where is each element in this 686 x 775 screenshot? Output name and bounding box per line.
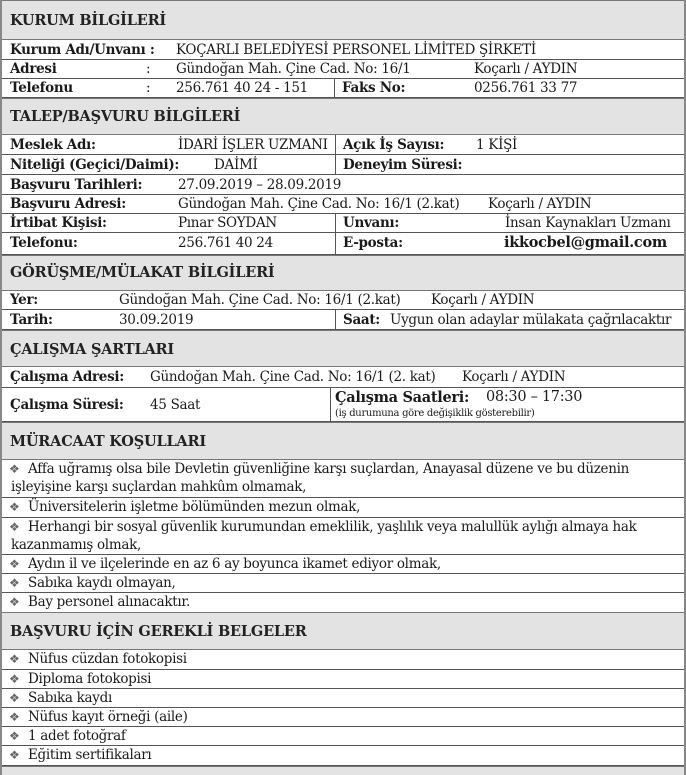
row-basvuru-tarih (2, 175, 684, 195)
colon: : (146, 80, 151, 96)
bullet-icon: ❖ (9, 520, 20, 534)
label: Açık İş Sayısı: (343, 137, 445, 153)
list-item (2, 650, 684, 670)
label: Yer: (10, 292, 38, 308)
bullet-icon: ❖ (9, 710, 20, 724)
section-title: BAŞVURU İÇİN GEREKLİ BELGELER (10, 623, 307, 640)
row-kurum-phone (2, 79, 684, 98)
value: Gündoğan Mah. Çine Cad. No: 16/1 (2.kat) (119, 292, 401, 308)
label: E-posta: (343, 235, 403, 251)
label: Niteliği (Geçici/Daimi): (10, 157, 180, 173)
section-header-belgeler (2, 612, 684, 650)
note: (iş durumuna göre değişiklik gösterebilir) (335, 408, 535, 419)
list-item (2, 708, 684, 727)
value: 45 Saat (150, 397, 201, 413)
item-text: Nüfus cüzdan fotokopisi (28, 651, 187, 667)
fax-label: Faks No: (342, 80, 406, 96)
bullet-icon: ❖ (9, 500, 20, 514)
bullet-icon: ❖ (9, 672, 20, 686)
item-text: Sabıka kaydı olmayan, (28, 575, 176, 591)
label: Çalışma Süresi: (10, 397, 124, 413)
divider (335, 214, 336, 232)
value: KOÇARLI BELEDİYESİ PERSONEL LİMİTED ŞİRKETİ (176, 42, 536, 58)
row-basvuru-adres (2, 195, 684, 214)
item-text: Herhangi bir sosyal güvenlik kurumundan emeklilik, yaşlılık veya malullük aylığı almaya hak (28, 519, 637, 535)
label: Telefonu (10, 80, 73, 96)
row-telefon (2, 233, 684, 255)
item-text: 1 adet fotoğraf (28, 728, 126, 744)
value: 08:30 – 17:30 (486, 389, 583, 405)
label: Saat: (343, 312, 380, 328)
section-header-talep (2, 98, 684, 135)
list-item (2, 518, 684, 555)
row-yer (2, 291, 684, 310)
divider (335, 310, 336, 329)
divider (330, 388, 331, 421)
value: İDARİ İŞLER UZMANI (178, 137, 328, 153)
section-header-muracaat (2, 422, 684, 460)
list-item (2, 460, 684, 498)
list-item (2, 689, 684, 708)
divider (335, 233, 336, 254)
row-kurum-name (2, 40, 684, 60)
value: 256.761 40 24 (178, 235, 273, 251)
section-header-gorusme (2, 255, 684, 291)
value: Pınar SOYDAN (178, 215, 277, 231)
label: Tarih: (10, 312, 53, 328)
fax-value: 0256.761 33 77 (474, 80, 578, 96)
value: Gündoğan Mah. Çine Cad. No: 16/1 (176, 61, 411, 77)
value: 1 KİŞİ (476, 137, 518, 153)
list-item (2, 727, 684, 746)
divider (334, 79, 335, 97)
bullet-icon: ❖ (9, 748, 20, 762)
label: Adresi (10, 61, 57, 77)
value: Gündoğan Mah. Çine Cad. No: 16/1 (2. kat) (150, 369, 436, 385)
item-text: Diploma fotokopisi (28, 671, 152, 687)
label: Çalışma Saatleri: (335, 389, 469, 406)
item-text-cont: kazanmamış olmak, (11, 537, 141, 553)
section-title: ÇALIŞMA ŞARTLARI (10, 341, 174, 358)
row-kurum-address (2, 60, 684, 79)
value: 30.09.2019 (119, 312, 194, 328)
label: Deneyim Süresi: (343, 157, 463, 173)
bullet-icon: ❖ (9, 557, 20, 571)
value: İnsan Kaynakları Uzmanı (505, 215, 671, 231)
section-title: KURUM BİLGİLERİ (10, 12, 167, 29)
item-text: Sabıka kaydı (28, 690, 112, 706)
colon: : (146, 61, 151, 77)
value: Gündoğan Mah. Çine Cad. No: 16/1 (2.kat) (178, 196, 460, 212)
row-meslek (2, 135, 684, 155)
bullet-icon: ❖ (9, 595, 20, 609)
list-item (2, 498, 684, 518)
item-text: Aydın il ve ilçelerinde en az 6 ay boyunca ikamet ediyor olmak, (28, 556, 441, 572)
section-title: GÖRÜŞME/MÜLAKAT BİLGİLERİ (10, 264, 275, 281)
bullet-icon: ❖ (9, 576, 20, 590)
city: Koçarlı / AYDIN (474, 61, 578, 77)
city: Koçarlı / AYDIN (488, 196, 592, 212)
bullet-icon: ❖ (9, 729, 20, 743)
divider (335, 155, 336, 174)
row-nitelik (2, 155, 684, 175)
list-item (2, 593, 684, 612)
value: 27.09.2019 – 28.09.2019 (178, 177, 342, 193)
list-item (2, 670, 684, 689)
value: Uygun olan adaylar mülakata çağrılacaktır (390, 312, 672, 328)
section-title: TALEP/BAŞVURU BİLGİLERİ (10, 108, 241, 125)
city: Koçarlı / AYDIN (431, 292, 535, 308)
item-text: Nüfus kayıt örneği (aile) (28, 709, 188, 725)
item-text: Affa uğramış olsa bile Devletin güvenliğine karşı suçlardan, Anayasal düzene ve bu düzenin (28, 461, 630, 477)
label: Kurum Adı/Unvanı : (10, 42, 155, 58)
section-title: MÜRACAAT KOŞULLARI (10, 433, 206, 450)
value: DAİMİ (214, 157, 258, 173)
bullet-icon: ❖ (9, 691, 20, 705)
list-item (2, 746, 684, 766)
label: İrtibat Kişisi: (10, 215, 107, 231)
city: Koçarlı / AYDIN (462, 369, 566, 385)
label: Çalışma Adresi: (10, 369, 124, 385)
section-footer (2, 766, 684, 775)
row-tarih (2, 310, 684, 330)
list-item (2, 574, 684, 593)
label: Unvanı: (343, 215, 400, 231)
label: Meslek Adı: (10, 137, 96, 153)
item-text: Üniversitelerin işletme bölümünden mezun olmak, (28, 499, 361, 515)
item-text: Eğitim sertifikaları (28, 747, 152, 763)
phone-value: 256.761 40 24 - 151 (176, 80, 308, 96)
email-link[interactable]: ikkocbel@gmail.com (504, 234, 667, 251)
row-calisma-sure (2, 388, 684, 422)
list-item (2, 555, 684, 574)
label: Telefonu: (10, 235, 78, 251)
divider (335, 135, 336, 154)
row-irtibat (2, 214, 684, 233)
section-header-kurum (2, 0, 684, 40)
section-header-calisma (2, 330, 684, 367)
item-text-cont: işleyişine karşı suçlardan mahkûm olmamak, (11, 479, 307, 495)
row-calisma-adres (2, 367, 684, 388)
label: Başvuru Tarihleri: (10, 177, 143, 193)
bullet-icon: ❖ (9, 462, 20, 476)
bullet-icon: ❖ (9, 652, 20, 666)
label: Başvuru Adresi: (10, 196, 126, 212)
item-text: Bay personel alınacaktır. (28, 594, 191, 610)
